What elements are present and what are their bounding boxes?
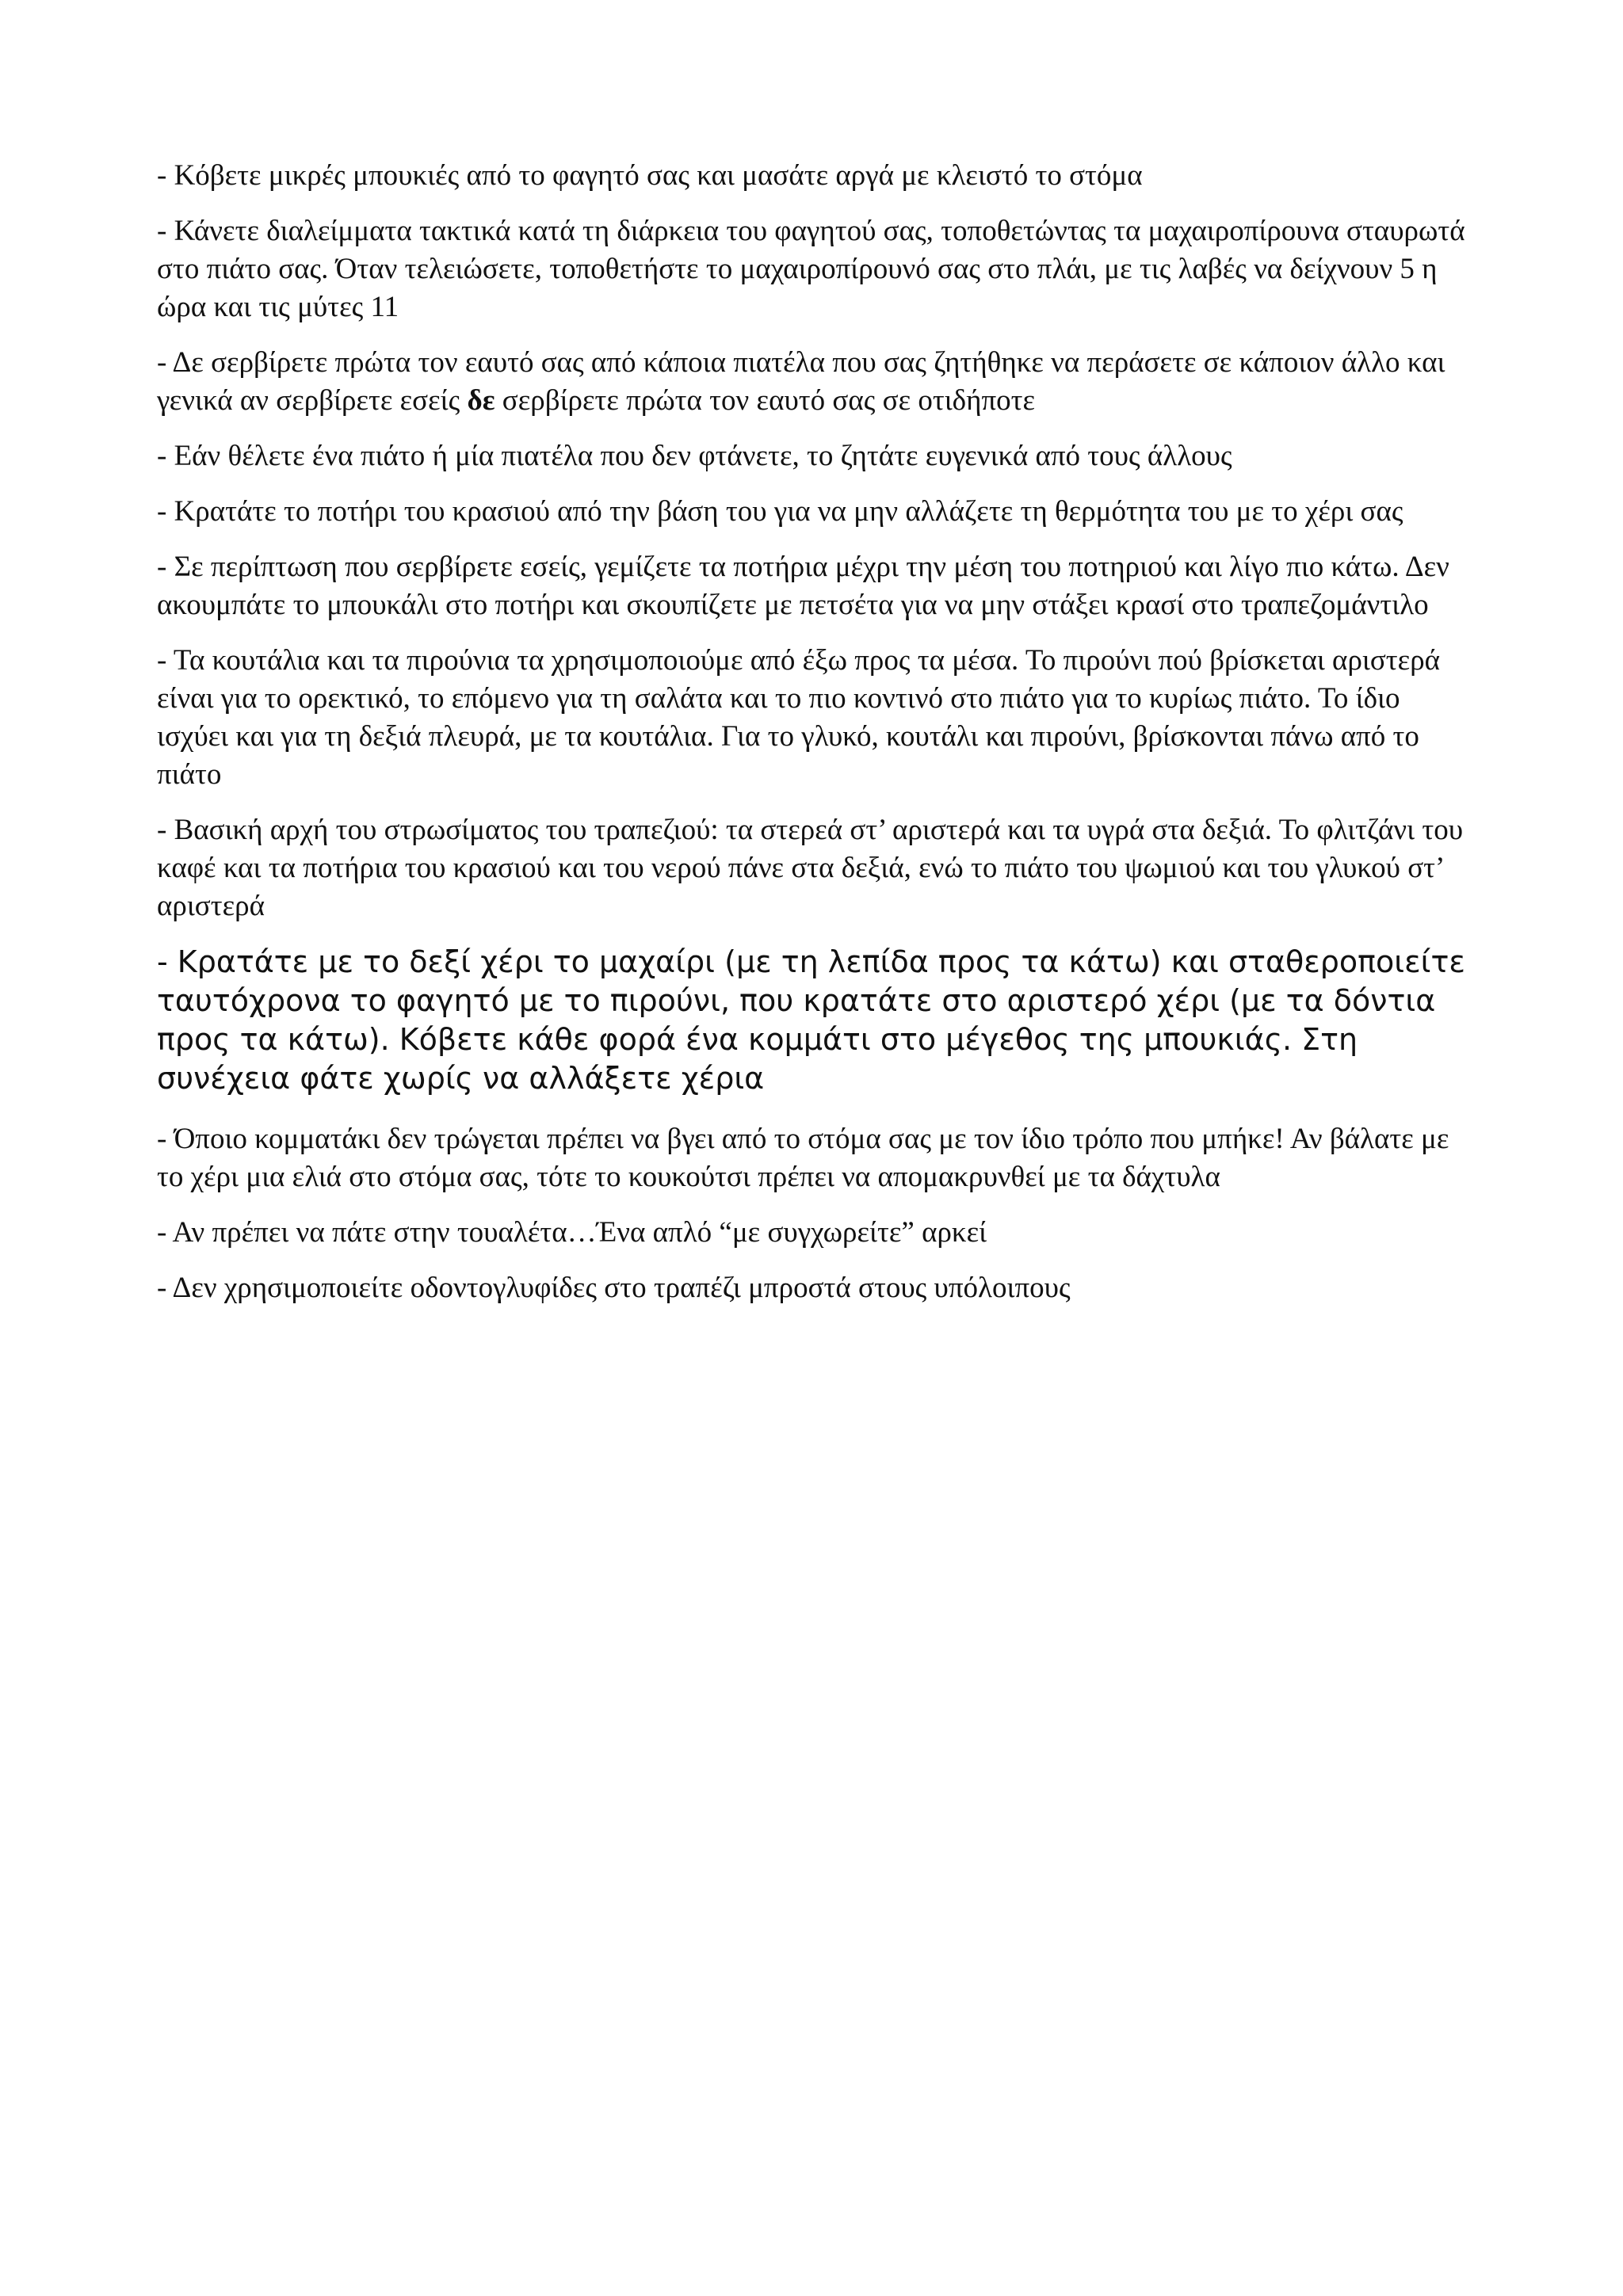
paragraph-text-start: - Δε σερβίρετε πρώτα τον εαυτό σας από κάποια πιατέλα που σας ζητήθηκε να περάσετε σε κάποιον άλλο και γενικά αν σερβίρετε εσείς bbox=[157, 346, 1445, 417]
paragraph-take-breaks: - Κάνετε διαλείμματα τακτικά κατά τη διάρκεια του φαγητού σας, τοποθετώντας τα μαχαιροπίρουνα σταυρωτά στο πιάτο σας. Όταν τελειώσετε, τοποθετήστε το μαχαιροπίρουνό σας στο πλάι, με τις λαβές να δείχνουν 5 η ώρα και τις μύτες 11 bbox=[157, 215, 1465, 323]
paragraph-inedible-pieces: - Όποιο κομματάκι δεν τρώγεται πρέπει να βγει από το στόμα σας με τον ίδιο τρόπο που μπήκε! Αν βάλατε με το χέρι μια ελιά στο στόμα σας, τότε το κουκούτσι πρέπει να απομακρυνθεί με τα δάχτυλα bbox=[157, 1123, 1449, 1193]
paragraph-pouring-wine: - Σε περίπτωση που σερβίρετε εσείς, γεμίζετε τα ποτήρια μέχρι την μέση του ποτηριού και λίγο πιο κάτω. Δεν ακουμπάτε το μπουκάλι στο ποτήρι και σκουπίζετε με πετσέτα για να μην στάξει κρασί στο τραπεζομάντιλο bbox=[157, 551, 1449, 621]
paragraph-text-end: σερβίρετε πρώτα τον εαυτό σας σε οτιδήποτε bbox=[495, 384, 1036, 417]
paragraph-knife-and-fork: - Κρατάτε με το δεξί χέρι το μαχαίρι (με τη λεπίδα προς τα κάτω) και σταθεροποιείτε ταυτόχρονα το φαγητό με το πιρούνι, που κρατάτε στο αριστερό χέρι (με τα δόντια προς τα κάτω). Κόβετε κάθε φορά ένα κομμάτι στο μέγεθος της μπουκιάς. Στη συνέχεια φάτε χωρίς να αλλάξετε χέρια bbox=[157, 944, 1465, 1096]
paragraph-cut-small-bites: - Κόβετε μικρές μπουκιές από το φαγητό σας και μασάτε αργά με κλειστό το στόμα bbox=[157, 159, 1143, 192]
document-body bbox=[157, 157, 1472, 1325]
paragraph-do-not-serve-yourself-first bbox=[157, 344, 1472, 420]
paragraph-table-setting: - Βασική αρχή του στρωσίματος του τραπεζιού: τα στερεά στ’ αριστερά και τα υγρά στα δεξιά. Το φλιτζάνι του καφέ και τα ποτήρια του κρασιού και του νερού πάνε στα δεξιά, ενώ το πιάτο του ψωμιού και του γλυκού στ’ αριστερά bbox=[157, 814, 1464, 922]
paragraph-toothpicks: - Δεν χρησιμοποιείτε οδοντογλυφίδες στο τραπέζι μπροστά στους υπόλοιπους bbox=[157, 1272, 1071, 1304]
emphasis-word: δε bbox=[467, 384, 495, 417]
paragraph-hold-wine-glass: - Κρατάτε το ποτήρι του κρασιού από την βάση του για να μην αλλάζετε τη θερμότητα του με το χέρι σας bbox=[157, 495, 1403, 528]
paragraph-restroom: - Αν πρέπει να πάτε στην τουαλέτα…Ένα απλό “με συγχωρείτε” αρκεί bbox=[157, 1216, 987, 1249]
paragraph-cutlery-order: - Τα κουτάλια και τα πιρούνια τα χρησιμοποιούμε από έξω προς τα μέσα. Το πιρούνι πού βρίσκεται αριστερά είναι για το ορεκτικό, το επόμενο για τη σαλάτα και το πιο κοντινό στο πιάτο για το κυρίως πιάτο. Το ίδιο ισχύει και για τη δεξιά πλευρά, με τα κουτάλια. Για το γλυκό, κουτάλι και πιρούνι, βρίσκονται πάνω από το πιάτο bbox=[157, 644, 1441, 791]
paragraph-ask-politely: - Εάν θέλετε ένα πιάτο ή μία πιατέλα που δεν φτάνετε, το ζητάτε ευγενικά από τους άλλους bbox=[157, 440, 1232, 472]
